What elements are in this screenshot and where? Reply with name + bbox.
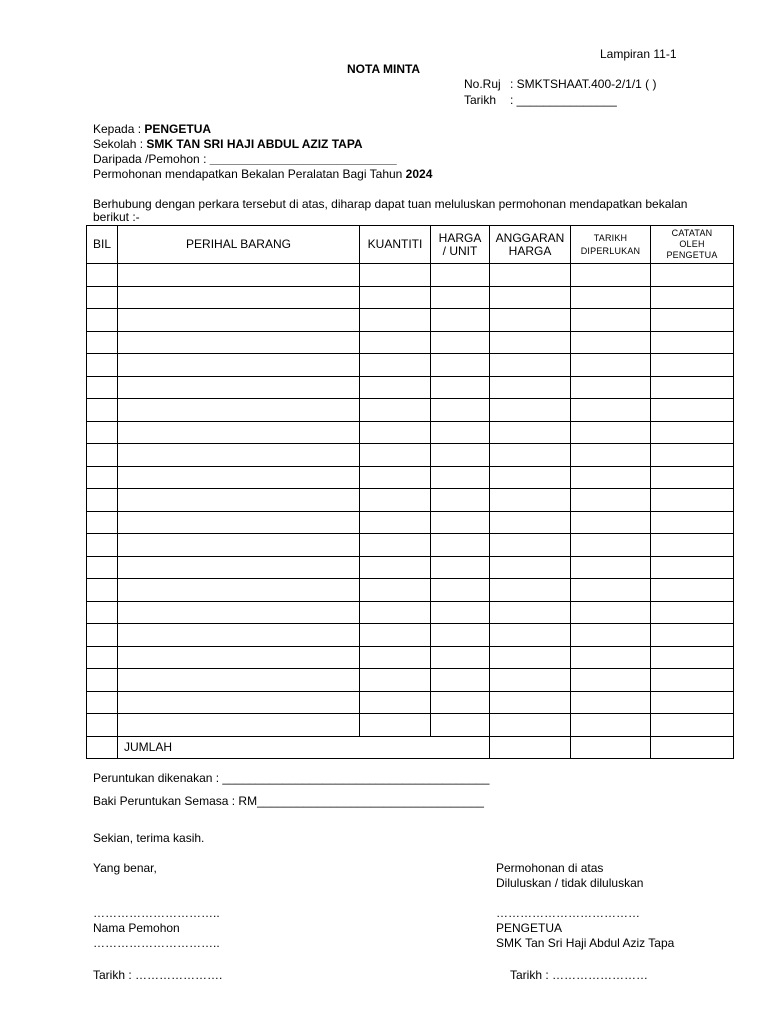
cell-item[interactable] [118,714,360,737]
cell-quantity[interactable] [360,601,431,624]
table-row [87,579,734,602]
cell-unit-price[interactable] [431,579,490,602]
subject-line [93,167,432,181]
cell-bil[interactable] [87,309,118,332]
cell-unit-price[interactable] [431,534,490,557]
cell-principal-notes[interactable] [651,601,734,624]
cell-principal-notes[interactable] [651,309,734,332]
cell-date-needed[interactable] [571,466,651,489]
cell-quantity[interactable] [360,646,431,669]
appendix-label: Lampiran 11-1 [600,47,677,61]
cell-item[interactable] [118,556,360,579]
cell-quantity[interactable] [360,489,431,512]
cell-bil[interactable] [87,444,118,467]
cell-bil[interactable] [87,399,118,422]
principal-date: Tarikh : …………………… [510,968,649,982]
cell-date-needed[interactable] [571,444,651,467]
cell-date-needed[interactable] [571,579,651,602]
applicant-signature-line: ………………………….. [93,906,220,920]
cell-principal-notes[interactable] [651,624,734,647]
cell-item[interactable] [118,264,360,287]
cell-unit-price[interactable] [431,714,490,737]
cell-estimate[interactable] [490,354,571,377]
cell-unit-price[interactable] [431,421,490,444]
cell-quantity[interactable] [360,444,431,467]
cell-estimate[interactable] [490,399,571,422]
cell-quantity[interactable] [360,714,431,737]
cell-bil[interactable] [87,264,118,287]
cell-principal-notes[interactable] [651,354,734,377]
principal-school: SMK Tan Sri Haji Abdul Aziz Tapa [496,936,675,950]
cell-principal-notes[interactable] [651,556,734,579]
cell-estimate[interactable] [490,444,571,467]
cell-item[interactable] [118,511,360,534]
cell-principal-notes[interactable] [651,264,734,287]
cell-date-needed[interactable] [571,669,651,692]
cell-quantity[interactable] [360,511,431,534]
column-header-unit-price: HARGA / UNIT [431,226,490,264]
cell-quantity[interactable] [360,691,431,714]
cell-item[interactable] [118,331,360,354]
cell-principal-notes[interactable] [651,714,734,737]
recipient-label: Kepada : [93,122,145,136]
cell-unit-price[interactable] [431,669,490,692]
column-header-bil: BIL [87,226,118,264]
cell-item[interactable] [118,624,360,647]
cell-item[interactable] [118,691,360,714]
header-date-value: : _______________ [510,93,617,107]
cell-quantity[interactable] [360,556,431,579]
header-date-label: Tarikh [464,93,497,107]
cell-bil[interactable] [87,489,118,512]
cell-quantity[interactable] [360,421,431,444]
cell-quantity[interactable] [360,331,431,354]
cell-quantity[interactable] [360,264,431,287]
cell-item[interactable] [118,399,360,422]
cell-estimate[interactable] [490,286,571,309]
applicant-label: Daripada /Pemohon : [93,152,210,166]
cell-bil[interactable] [87,624,118,647]
cell-bil[interactable] [87,579,118,602]
cell-bil[interactable] [87,534,118,557]
school-label: Sekolah : [93,137,147,151]
cell-quantity[interactable] [360,309,431,332]
cell-date-needed[interactable] [571,309,651,332]
cell-bil[interactable] [87,421,118,444]
document-title: NOTA MINTA [347,62,421,76]
cell-unit-price[interactable] [431,331,490,354]
cell-principal-notes[interactable] [651,376,734,399]
cell-unit-price[interactable] [431,444,490,467]
applicant-blank: ____________________________ [209,152,397,166]
cell-item[interactable] [118,376,360,399]
school-value: SMK TAN SRI HAJI ABDUL AZIZ TAPA [146,137,363,151]
cell-estimate[interactable] [490,534,571,557]
cell-date-needed[interactable] [571,376,651,399]
applicant-name-label: Nama Pemohon [93,921,180,935]
cell-quantity[interactable] [360,376,431,399]
cell-item[interactable] [118,444,360,467]
total-empty-cell [87,736,118,759]
approval-line-2: Diluluskan / tidak diluluskan [496,876,644,890]
cell-estimate[interactable] [490,489,571,512]
cell-date-needed[interactable] [571,421,651,444]
allocation-charged: Peruntukan dikenakan : ________________________________________ [93,771,490,785]
table-row [87,466,734,489]
cell-unit-price[interactable] [431,556,490,579]
principal-title: PENGETUA [496,921,563,935]
column-header-item: PERIHAL BARANG [118,226,360,264]
table-row [87,534,734,557]
cell-bil[interactable] [87,714,118,737]
cell-date-needed[interactable] [571,714,651,737]
cell-principal-notes[interactable] [651,466,734,489]
cell-item[interactable] [118,601,360,624]
cell-estimate[interactable] [490,646,571,669]
cell-principal-notes[interactable] [651,489,734,512]
cell-estimate[interactable] [490,331,571,354]
cell-item[interactable] [118,309,360,332]
cell-item[interactable] [118,354,360,377]
cell-item[interactable] [118,646,360,669]
table-row [87,714,734,737]
cell-bil[interactable] [87,286,118,309]
cell-estimate[interactable] [490,376,571,399]
cell-unit-price[interactable] [431,354,490,377]
column-header-quantity: KUANTITI [360,226,431,264]
total-row [87,736,734,759]
table-row [87,556,734,579]
cell-date-needed[interactable] [571,646,651,669]
cell-principal-notes[interactable] [651,286,734,309]
table-row [87,354,734,377]
table-row [87,601,734,624]
table-row [87,376,734,399]
column-header-date-needed: TARIKH DIPERLUKAN [571,226,651,264]
cell-date-needed[interactable] [571,511,651,534]
cell-estimate[interactable] [490,511,571,534]
table-row [87,624,734,647]
cell-principal-notes[interactable] [651,511,734,534]
cell-principal-notes[interactable] [651,421,734,444]
allocation-balance: Baki Peruntukan Semasa : RM__________________________________ [93,794,484,808]
closing-sincerely: Yang benar, [93,861,157,875]
table-row [87,489,734,512]
cell-estimate[interactable] [490,714,571,737]
table-row [87,646,734,669]
total-notes-cell [651,736,734,759]
table-row [87,444,734,467]
cell-item[interactable] [118,286,360,309]
cell-date-needed[interactable] [571,489,651,512]
cell-quantity[interactable] [360,534,431,557]
column-header-estimate: ANGGARAN HARGA [490,226,571,264]
applicant-date: Tarikh : …………………. [93,968,223,982]
cell-unit-price[interactable] [431,264,490,287]
request-items-table [86,225,734,759]
cell-quantity[interactable] [360,354,431,377]
cell-quantity[interactable] [360,399,431,422]
applicant-name-dots: ………………………….. [93,936,220,950]
cell-principal-notes[interactable] [651,691,734,714]
cell-item[interactable] [118,489,360,512]
cell-principal-notes[interactable] [651,669,734,692]
cell-bil[interactable] [87,669,118,692]
table-row [87,286,734,309]
cell-bil[interactable] [87,601,118,624]
cell-date-needed[interactable] [571,331,651,354]
cell-unit-price[interactable] [431,286,490,309]
cell-principal-notes[interactable] [651,399,734,422]
table-row [87,309,734,332]
cell-bil[interactable] [87,331,118,354]
cell-estimate[interactable] [490,601,571,624]
cell-item[interactable] [118,421,360,444]
cell-estimate[interactable] [490,691,571,714]
cell-bil[interactable] [87,376,118,399]
closing-thanks: Sekian, terima kasih. [93,831,205,845]
cell-estimate[interactable] [490,624,571,647]
cell-quantity[interactable] [360,624,431,647]
cell-quantity[interactable] [360,466,431,489]
cell-unit-price[interactable] [431,624,490,647]
cell-principal-notes[interactable] [651,331,734,354]
table-row [87,691,734,714]
table-row [87,511,734,534]
cell-bil[interactable] [87,691,118,714]
cell-date-needed[interactable] [571,399,651,422]
table-row [87,399,734,422]
table-row [87,421,734,444]
cell-date-needed[interactable] [571,264,651,287]
cell-estimate[interactable] [490,264,571,287]
principal-signature-line: ……………………………… [496,906,640,920]
total-estimate-cell[interactable] [490,736,571,759]
total-label: JUMLAH [118,736,490,759]
cell-estimate[interactable] [490,309,571,332]
cell-bil[interactable] [87,646,118,669]
cell-bil[interactable] [87,354,118,377]
cell-estimate[interactable] [490,466,571,489]
recipient-value: PENGETUA [144,122,212,136]
cell-estimate[interactable] [490,421,571,444]
total-date-cell [571,736,651,759]
cell-date-needed[interactable] [571,286,651,309]
cell-date-needed[interactable] [571,691,651,714]
cell-unit-price[interactable] [431,309,490,332]
recipient-line [93,122,211,136]
reference-value: : SMKTSHAAT.400-2/1/1 ( ) [510,77,657,91]
subject-year: 2024 [405,167,433,181]
cell-principal-notes[interactable] [651,646,734,669]
applicant-line [93,152,397,166]
cell-quantity[interactable] [360,669,431,692]
cell-quantity[interactable] [360,286,431,309]
cell-date-needed[interactable] [571,601,651,624]
cell-bil[interactable] [87,556,118,579]
cell-unit-price[interactable] [431,489,490,512]
cell-principal-notes[interactable] [651,534,734,557]
cell-item[interactable] [118,579,360,602]
cell-unit-price[interactable] [431,399,490,422]
cell-date-needed[interactable] [571,624,651,647]
cell-unit-price[interactable] [431,466,490,489]
table-row [87,669,734,692]
intro-line-2: berikut :- [93,210,140,224]
approval-line-1: Permohonan di atas [496,861,604,875]
cell-item[interactable] [118,466,360,489]
intro-line-1: Berhubung dengan perkara tersebut di atas, diharap dapat tuan meluluskan permohonan mendapatkan bekalan [93,197,688,211]
table-header-row [87,226,734,264]
cell-bil[interactable] [87,511,118,534]
cell-principal-notes[interactable] [651,579,734,602]
reference-label: No.Ruj [464,77,501,91]
cell-estimate[interactable] [490,669,571,692]
school-line [93,137,363,151]
cell-date-needed[interactable] [571,354,651,377]
cell-item[interactable] [118,669,360,692]
table-row [87,331,734,354]
cell-date-needed[interactable] [571,534,651,557]
cell-principal-notes[interactable] [651,444,734,467]
cell-quantity[interactable] [360,579,431,602]
table-row [87,264,734,287]
column-header-principal-notes: CATATAN OLEH PENGETUA [651,226,734,264]
cell-unit-price[interactable] [431,511,490,534]
cell-item[interactable] [118,534,360,557]
subject-text: Permohonan mendapatkan Bekalan Peralatan Bagi Tahun [93,167,406,181]
cell-unit-price[interactable] [431,646,490,669]
cell-unit-price[interactable] [431,376,490,399]
cell-date-needed[interactable] [571,556,651,579]
cell-estimate[interactable] [490,556,571,579]
cell-unit-price[interactable] [431,691,490,714]
cell-bil[interactable] [87,466,118,489]
cell-estimate[interactable] [490,579,571,602]
cell-unit-price[interactable] [431,601,490,624]
